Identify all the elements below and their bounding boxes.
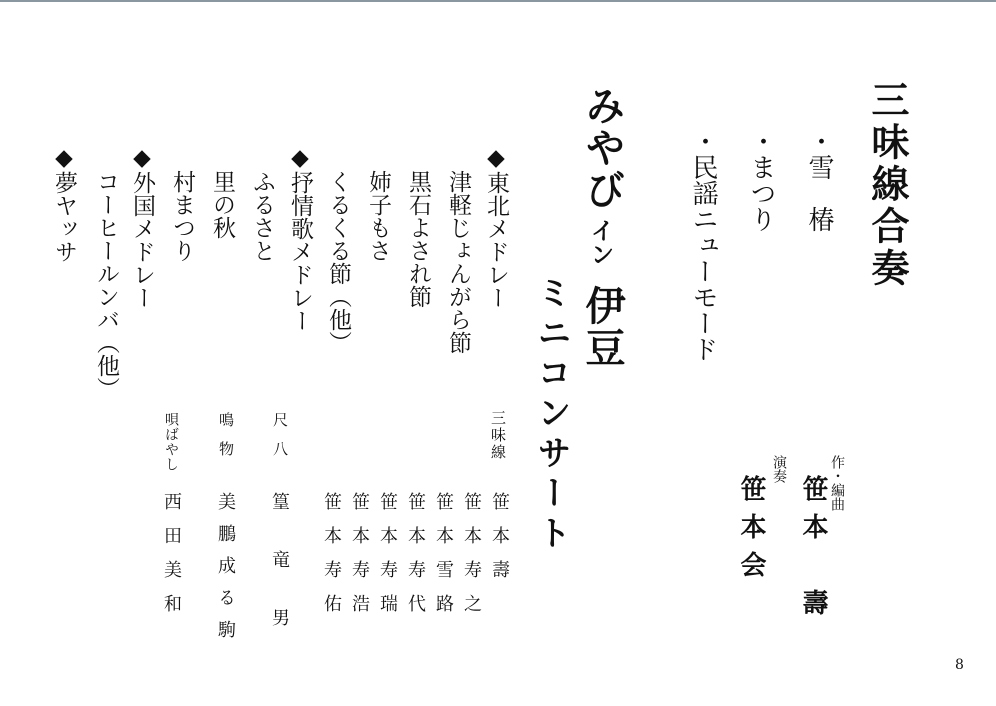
concert-title-in: イン <box>586 218 614 266</box>
shamisen-label: 三味線 <box>489 410 507 461</box>
performer-label: 演奏 <box>771 455 787 483</box>
program-song-furusato: ふるさと <box>249 170 275 262</box>
program-song-coffee-rumba: コーヒールンバ（他） <box>93 170 119 400</box>
shakuhachi-label: 尺八 <box>271 412 289 470</box>
concert-title-izu: 伊豆 <box>579 285 625 369</box>
program-song-tsugaru: 津軽じょんがら節 <box>445 170 471 354</box>
piece-matsuri: ・まつり <box>746 128 776 232</box>
program-song-anekomosa: 姉子もさ <box>365 170 391 262</box>
shamisen-performer-6: 笹本寿浩 <box>349 492 370 628</box>
shamisen-performer-1: 笹本壽 <box>489 492 510 594</box>
concert-subtitle: ミニコンサート <box>531 275 571 555</box>
piece-yukitsubaki: ・雪 椿 <box>804 128 834 232</box>
top-border <box>0 0 996 2</box>
shamisen-performer-4: 笹本寿代 <box>405 492 426 628</box>
program-song-kuroishi: 黒石よされ節 <box>405 170 431 308</box>
narimono-performer: 美鵬成る駒 <box>215 492 236 652</box>
composer-name: 笹本 壽 <box>798 475 828 627</box>
hayashi-performer: 西田美和 <box>161 492 182 628</box>
shamisen-performer-2: 笹本寿之 <box>461 492 482 628</box>
composer-label: 作・編曲 <box>829 455 845 511</box>
concert-title-miyabi: みやび <box>579 85 625 211</box>
program-medley-tohoku: ◆東北メドレー <box>483 145 509 309</box>
shamisen-performer-3: 笹本雪路 <box>433 492 454 628</box>
program-medley-gaikoku: ◆外国メドレー <box>129 145 155 309</box>
performer-name: 笹本会 <box>736 475 766 589</box>
narimono-label: 鳴物 <box>217 412 235 470</box>
page-number: 8 <box>955 657 964 673</box>
piece-minyo-new-mode: ・民謡ニューモード <box>688 128 718 362</box>
shamisen-performer-5: 笹本寿瑞 <box>377 492 398 628</box>
ensemble-title: 三味線合奏 <box>865 80 909 290</box>
program-medley-jojoka: ◆抒情歌メドレー <box>287 145 313 332</box>
shakuhachi-performer: 篁竜男 <box>269 492 290 666</box>
program-song-sato-no-aki: 里の秋 <box>209 170 235 239</box>
program-song-muramatsuri: 村まつり <box>169 170 195 262</box>
hayashi-label: 唄ばやし <box>163 412 179 472</box>
shamisen-performer-7: 笹本寿佑 <box>321 492 342 628</box>
program-song-kurukuru: くるくる節（他） <box>325 170 351 354</box>
program-medley-yume-yassa: ◆夢ヤッサ <box>51 145 77 263</box>
